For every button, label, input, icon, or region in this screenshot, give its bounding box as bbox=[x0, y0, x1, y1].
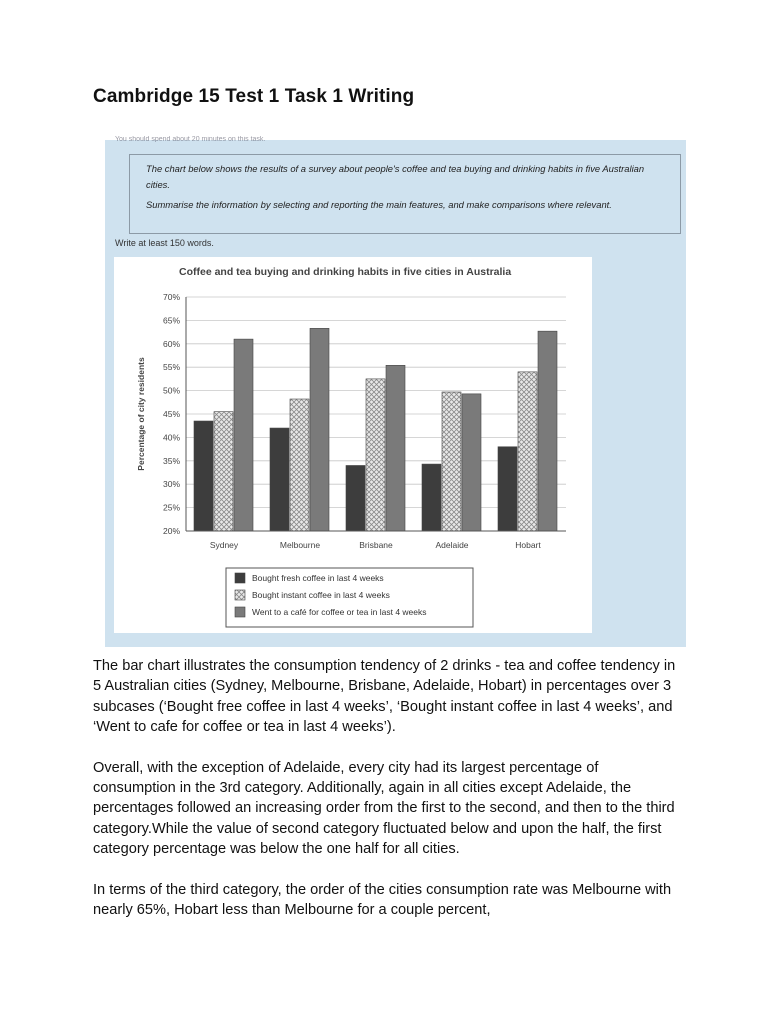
y-tick-label: 50% bbox=[162, 385, 180, 396]
bar-adelaide-series-2 bbox=[442, 392, 461, 531]
document-title: Cambridge 15 Test 1 Task 1 Writing bbox=[93, 86, 415, 107]
task-prompt-instruction: Summarise the information by selecting and reporting the main features, and make comparisons where relevant. bbox=[146, 199, 612, 210]
legend-label-3: Went to a café for coffee or tea in last 4 weeks bbox=[252, 607, 427, 617]
x-tick-label: Melbourne bbox=[279, 540, 321, 550]
bar-hobart-series-2 bbox=[518, 372, 537, 531]
y-tick-label: 20% bbox=[162, 526, 180, 536]
essay-body bbox=[93, 656, 678, 941]
word-count-instruction: Write at least 150 words. bbox=[115, 238, 214, 248]
legend-label-1: Bought fresh coffee in last 4 weeks bbox=[252, 573, 384, 583]
essay-paragraph-3: In terms of the third category, the order of the cities consumption rate was Melbourne with nearly 65%, Hobart less than Melbourne for a couple percent, bbox=[93, 881, 672, 918]
bar-chart-svg bbox=[114, 257, 592, 633]
y-tick-label: 25% bbox=[162, 502, 180, 513]
task-instruction-cutoff: You should spend about 20 minutes on this task. bbox=[115, 136, 266, 142]
y-tick-label: 30% bbox=[162, 479, 180, 490]
chart-title: Coffee and tea buying and drinking habits in five cities in Australia bbox=[179, 266, 512, 278]
y-tick-label: 55% bbox=[162, 362, 180, 373]
y-tick-label: 40% bbox=[162, 432, 180, 443]
task-prompt-box bbox=[129, 154, 681, 234]
legend-swatch-2 bbox=[235, 590, 245, 600]
x-tick-label: Brisbane bbox=[359, 540, 393, 550]
y-tick-label: 65% bbox=[162, 315, 180, 326]
bar-melbourne-series-3 bbox=[310, 328, 329, 531]
bar-melbourne-series-2 bbox=[290, 399, 309, 531]
bar-brisbane-series-1 bbox=[346, 465, 365, 531]
essay-paragraph-1: The bar chart illustrates the consumption tendency of 2 drinks - tea and coffee tendency in 5 Australian cities (Sydney, Melbourne, Brisbane, Adelaide, Hobart) in percentages over 3 subcases (‘Bought free coffee in last 4 weeks’, ‘Bought instant coffee in last 4 weeks’, and ‘Went to cafe for coffee or tea in last 4 weeks’). bbox=[93, 658, 676, 735]
bar-sydney-series-2 bbox=[214, 412, 233, 531]
y-axis-label: Percentage of city residents bbox=[136, 357, 146, 471]
legend-label-2: Bought instant coffee in last 4 weeks bbox=[252, 590, 390, 600]
bar-sydney-series-3 bbox=[234, 339, 253, 531]
legend-swatch-1 bbox=[235, 573, 245, 583]
x-tick-label: Hobart bbox=[515, 540, 541, 550]
task-prompt-description: The chart below shows the results of a survey about people's coffee and tea buying and drinking habits in five Australian cities. bbox=[146, 163, 645, 190]
bar-melbourne-series-1 bbox=[270, 428, 289, 531]
bar-adelaide-series-3 bbox=[462, 394, 481, 531]
bar-hobart-series-1 bbox=[498, 447, 517, 531]
bar-brisbane-series-3 bbox=[386, 365, 405, 531]
x-tick-label: Adelaide bbox=[435, 540, 469, 550]
task-panel bbox=[105, 136, 686, 647]
bar-chart bbox=[114, 257, 592, 633]
y-tick-label: 60% bbox=[162, 338, 180, 349]
y-tick-label: 35% bbox=[162, 455, 180, 466]
y-tick-label: 70% bbox=[162, 292, 180, 302]
bar-sydney-series-1 bbox=[194, 421, 213, 531]
y-tick-label: 45% bbox=[162, 409, 180, 419]
bar-hobart-series-3 bbox=[538, 331, 557, 531]
x-tick-label: Sydney bbox=[209, 540, 239, 550]
essay-paragraph-2: Overall, with the exception of Adelaide, every city had its largest percentage of consumption in the 3rd category. Additionally, again in all cities except Adelaide, the percentages followed an increasing order from the first to the second, and then to the third category.While the value of second category fluctuated below and upon the half, the first category percentage was below the one half for all cities. bbox=[93, 759, 675, 857]
bar-brisbane-series-2 bbox=[366, 379, 385, 531]
legend-swatch-3 bbox=[235, 607, 245, 617]
bar-adelaide-series-1 bbox=[422, 464, 441, 531]
